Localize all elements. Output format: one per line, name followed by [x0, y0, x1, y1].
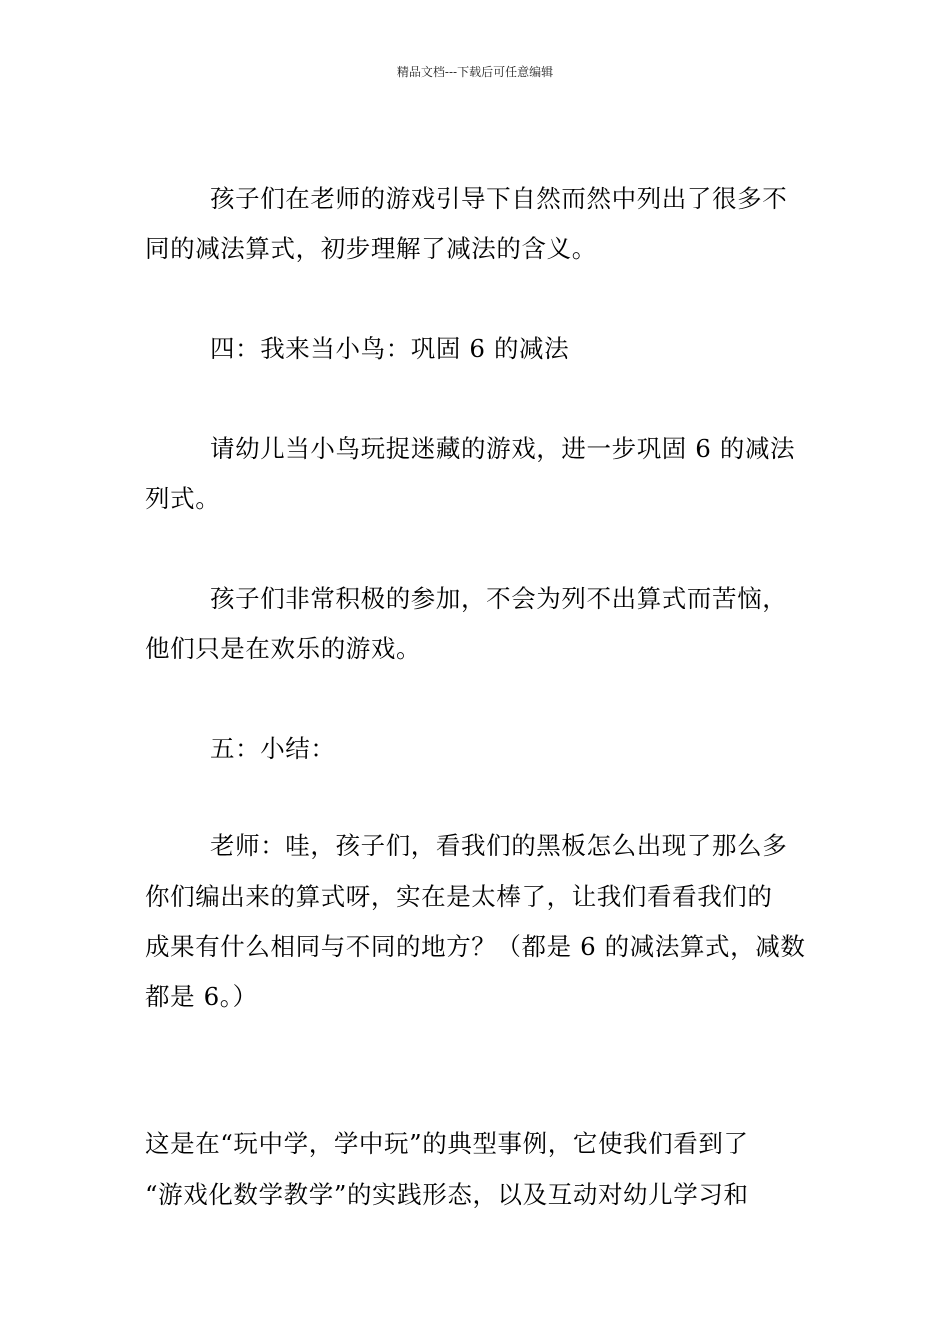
paragraph-line: 列式。	[145, 484, 221, 513]
paragraph-line: “游戏化数学教学”的实践形态，以及互动对幼儿学习和	[145, 1180, 749, 1209]
paragraph-line: 这是在“玩中学，学中玩”的典型事例，它使我们看到了	[145, 1129, 749, 1158]
page-header: 精品文档---下载后可任意编辑	[396, 65, 554, 79]
paragraph-line: 老师：哇，孩子们，看我们的黑板怎么出现了那么多	[210, 831, 788, 860]
paragraph-line: 成果有什么相同与不同的地方？（都是 6 的减法算式，减数	[145, 932, 806, 961]
section-heading: 四：我来当小鸟：巩固 6 的减法	[210, 334, 570, 363]
paragraph-line: 孩子们在老师的游戏引导下自然而然中列出了很多不	[210, 184, 788, 213]
paragraph-line: 请幼儿当小鸟玩捉迷藏的游戏，进一步巩固 6 的减法	[210, 434, 796, 463]
paragraph-line: 都是 6。）	[145, 982, 258, 1011]
paragraph-line: 你们编出来的算式呀，实在是太棒了，让我们看看我们的	[145, 882, 773, 911]
paragraph-line: 他们只是在欢乐的游戏。	[145, 634, 422, 663]
paragraph-line: 孩子们非常积极的参加，不会为列不出算式而苦恼，	[210, 584, 788, 613]
section-heading: 五：小结：	[210, 734, 336, 763]
paragraph-line: 同的减法算式，初步理解了减法的含义。	[145, 234, 597, 263]
